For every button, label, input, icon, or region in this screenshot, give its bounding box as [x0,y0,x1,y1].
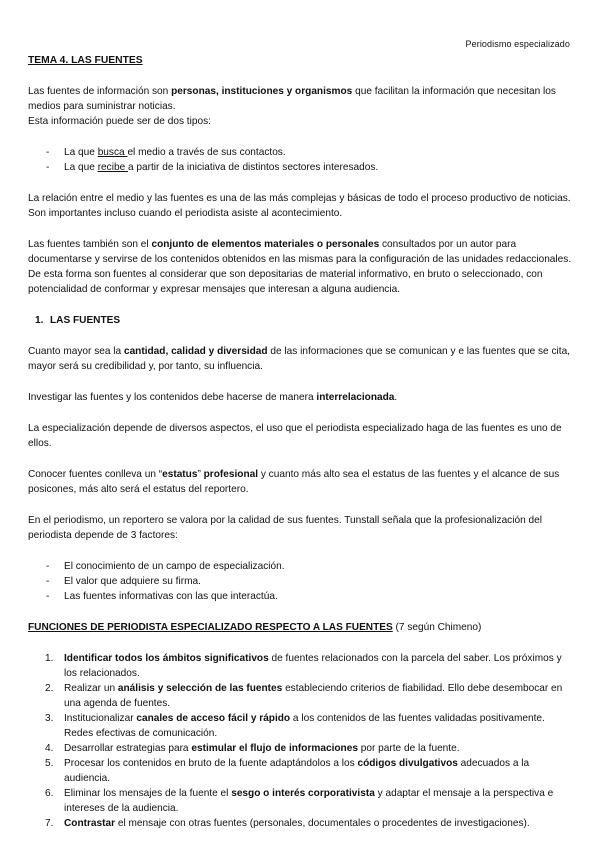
paragraph-tunstall: En el periodismo, un reportero se valora por la calidad de sus fuentes. Tunstall señala que la profesionalización del periodista depende de 3 factores: [28,515,542,541]
list-item: - La que recibe a partir de la iniciativa de distintos sectores interesados. [28,160,573,175]
list-item: 7. Contrastar el mensaje con otras fuentes (personales, documentales o procedentes de investigaciones). [45,818,530,829]
list-item: 3. Institucionalizar canales de acceso fácil y rápido a los contenidos de las fuentes validadas positivamente. Redes efectivas de comunicación. [45,713,545,739]
list-item: 2. Realizar un análisis y selección de las fuentes estableciendo criterios de fiabilidad. Ello debe desembocar en una agenda de fuentes. [45,683,563,709]
funciones-heading: FUNCIONES DE PERIODISTA ESPECIALIZADO RESPECTO A LAS FUENTES (7 según Chimeno) [28,622,482,633]
page-title: TEMA 4. LAS FUENTES [28,55,143,66]
list-item: 6. Eliminar los mensajes de la fuente el sesgo o interés corporativista y adaptar el mensaje a la perspectiva e intereses de la audiencia. [45,788,554,814]
paragraph-investigar: Investigar las fuentes y los contenidos debe hacerse de manera interrelacionada. [28,392,398,403]
tipos-list [28,145,573,175]
list-item: 4. Desarrollar estrategias para estimular el flujo de informaciones por parte de la fuente. [45,743,460,754]
factores-list [28,559,573,604]
list-item: - La que busca el medio a través de sus contactos. [28,145,573,160]
list-item: 1. Identificar todos los ámbitos significativos de fuentes relacionados con la parcela del saber. Los próximos y los relacionados. [45,653,562,679]
paragraph-intro: Las fuentes de información son personas, instituciones y organismos que facilitan la información que necesitan los medios para suministrar noticias. Esta información puede ser de dos tipos: [28,86,556,127]
paragraph-cantidad: Cuanto mayor sea la cantidad, calidad y diversidad de las informaciones que se comunican y e las fuentes que se cita, mayor será su credibilidad y, por tanto, su influencia. [28,346,570,372]
paragraph-estatus: Conocer fuentes conlleva un “estatus” profesional y cuanto más alto sea el estatus de las fuentes y el alcance de sus posicones, más alto será el estatus del reportero. [28,469,560,495]
list-item: - El conocimiento de un campo de especialización. [28,559,573,574]
section-heading: 1. LAS FUENTES [35,315,121,326]
list-item: 5. Procesar los contenidos en bruto de la fuente adaptándolos a los códigos divulgativos adecuados a la audiencia. [45,758,530,784]
funciones-list [28,651,573,831]
document-body [28,53,573,831]
paragraph-relacion: La relación entre el medio y las fuentes es una de las más complejas y básicas de todo el proceso productivo de noticias. Son importantes incluso cuando el periodista asiste al acontecimiento. [28,193,571,219]
running-header: Periodismo especializado [465,39,570,49]
list-item: - Las fuentes informativas con las que interactúa. [28,589,573,604]
paragraph-especializacion: La especialización depende de diversos aspectos, el uso que el periodista especializado haga de las fuentes es uno de ellos. [28,423,562,449]
list-item: - El valor que adquiere su firma. [28,574,573,589]
paragraph-conjunto: Las fuentes también son el conjunto de elementos materiales o personales consultados por un autor para documentarse y servirse de los contenidos obtenidos en las mismas para la configuración de las unidades redaccionales. De esta forma son fuentes al considerar que son depositarias de material informativo, en bruto o seleccionado, con potencialidad de conformar y expresar mensajes que interesan a alguna audiencia. [28,239,572,295]
